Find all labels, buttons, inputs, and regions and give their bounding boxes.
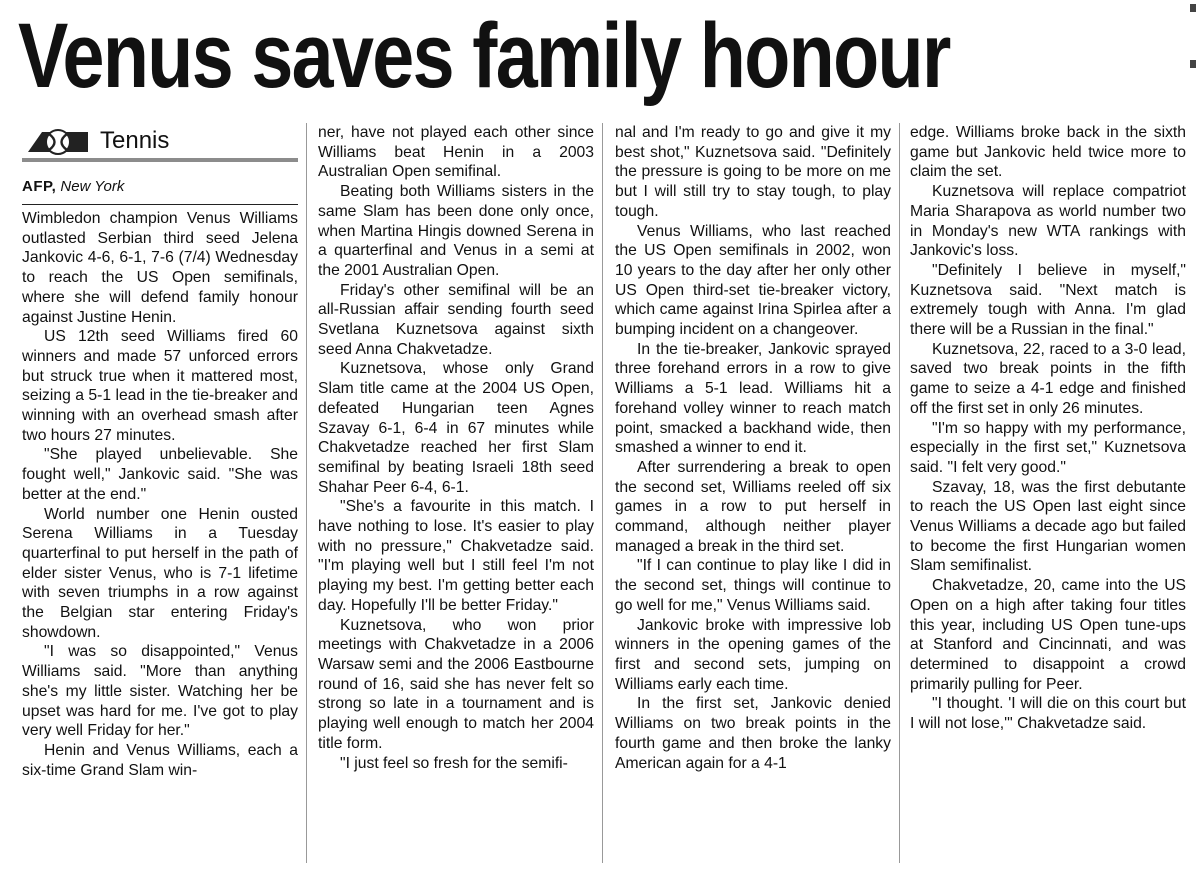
dateline bbox=[22, 178, 298, 205]
edge-mark bbox=[1190, 4, 1196, 12]
news-agency: AFP, bbox=[22, 178, 57, 195]
paragraph: Kuznetsova, who won prior meetings with Chakvetadze in a 2006 Warsaw semi and the 2006 Eastbourne round of 16, said she has never felt so strong so late in a tournament and is playing well enough to match her 2004 title form. bbox=[318, 616, 594, 752]
paragraph: US 12th seed Williams fired 60 winners and made 57 unforced errors but struck true when it mattered most, seizing a 5-1 lead in the tie-breaker and winning with an overhead smash after two hours 27 minutes. bbox=[22, 328, 298, 444]
paragraph: "She's a favourite in this match. I have nothing to lose. It's easier to play with no pressure," Chakvetadze said. "I'm playing well but I still feel I'm not playing my best. I'm getting better each day. Hopefully I'll be better Friday." bbox=[318, 498, 594, 614]
article-column-1 bbox=[22, 124, 298, 780]
paragraph: In the first set, Jankovic denied Williams on two break points in the fourth game and then broke the lanky American again for a 4-1 bbox=[615, 695, 891, 772]
paragraph: Jankovic broke with impressive lob winners in the opening games of the first and second sets, jumping on Williams early each time. bbox=[615, 616, 891, 693]
column-rule bbox=[306, 123, 307, 863]
paragraph: "I'm so happy with my performance, especially in the first set," Kuznetsova said. "I felt very good." bbox=[910, 419, 1186, 476]
paragraph: "She played unbelievable. She fought well," Jankovic said. "She was better at the end." bbox=[22, 446, 298, 503]
column-rule bbox=[602, 123, 603, 863]
headline: Venus saves family honour bbox=[18, 5, 950, 107]
paragraph: Friday's other semifinal will be an all-Russian affair sending fourth seed Svetlana Kuznetsova against sixth seed Anna Chakvetadze. bbox=[318, 281, 594, 358]
paragraph: Szavay, 18, was the first debutante to reach the US Open last eight since Venus Williams a decade ago but failed to become the first Hungarian women Slam semifinalist. bbox=[910, 478, 1186, 575]
paragraph: "I thought. 'I will die on this court but I will not lose,'" Chakvetadze said. bbox=[910, 695, 1186, 733]
section-header bbox=[22, 124, 298, 160]
paragraph: nal and I'm ready to go and give it my best shot," Kuznetsova said. "Definitely the pressure is going to be more on me but I will still try to stay tough, to play tough. bbox=[615, 124, 891, 220]
article-column-2 bbox=[318, 123, 594, 773]
tennis-ball-icon bbox=[22, 128, 94, 156]
column-rule bbox=[899, 123, 900, 863]
paragraph: Venus Williams, who last reached the US Open semifinals in 2002, won 10 years to the day after her only other US Open third-set tie-breaker victory, which came against Irina Spirlea after a bumping incident on a changeover. bbox=[615, 222, 891, 339]
edge-mark bbox=[1190, 60, 1196, 68]
paragraph: Kuznetsova, 22, raced to a 3-0 lead, saved two break points in the fifth game to seize a 4-1 edge and finished off the first set in only 26 minutes. bbox=[910, 340, 1186, 417]
paragraph: "I was so disappointed," Venus Williams said. "More than anything she's my little sister. Watching her be upset was hard for me. I've got to play very well Friday for her." bbox=[22, 643, 298, 740]
section-title: Tennis bbox=[100, 127, 170, 154]
dateline-place: New York bbox=[60, 178, 125, 195]
paragraph: "Definitely I believe in myself," Kuznetsova said. "Next match is extremely tough with Anna. I'm glad there will be a Russian in the final." bbox=[910, 261, 1186, 339]
paragraph: In the tie-breaker, Jankovic sprayed three forehand errors in a row to give Williams a 5-1 lead. Williams hit a forehand volley winner to reach match point, smacked a backhand wide, then smashed a winner to end it. bbox=[615, 340, 891, 457]
paragraph: ner, have not played each other since Williams beat Henin in a 2003 Australian Open semifinal. bbox=[318, 124, 594, 181]
paragraph: After surrendering a break to open the second set, Williams reeled off six games in a row to put herself in command, although neither player managed a break in the third set. bbox=[615, 458, 891, 555]
section-underline bbox=[22, 158, 298, 162]
paragraph: "I just feel so fresh for the semifi- bbox=[340, 754, 568, 772]
paragraph: World number one Henin ousted Serena Williams in a Tuesday quarterfinal to put herself in the path of elder sister Venus, who is 7-1 lifetime with seven triumphs in a row against the Belgian star entering Friday's showdown. bbox=[22, 505, 298, 641]
article-column-3 bbox=[615, 123, 891, 773]
paragraph: Beating both Williams sisters in the same Slam has been done only once, when Martina Hingis downed Serena in a quarterfinal and Venus in a semi at the 2001 Australian Open. bbox=[318, 183, 594, 279]
article-column-4 bbox=[910, 123, 1186, 734]
paragraph: edge. Williams broke back in the sixth game but Jankovic held twice more to claim the set. bbox=[910, 124, 1186, 181]
paragraph: Wimbledon champion Venus Williams outlasted Serbian third seed Jelena Jankovic 4-6, 6-1, 7-6 (7/4) Wednesday to reach the US Open semifinals, where she will defend family honour against Justine Henin. bbox=[22, 210, 298, 326]
paragraph: Chakvetadze, 20, came into the US Open on a high after taking four titles this year, including US Open tune-ups at Stanford and Cincinnati, and was determined to disappoint a crowd primarily pulling for Peer. bbox=[910, 577, 1186, 693]
paragraph: "If I can continue to play like I did in the second set, things will continue to go well for me," Venus Williams said. bbox=[615, 557, 891, 614]
paragraph: Kuznetsova, whose only Grand Slam title came at the 2004 US Open, defeated Hungarian teen Agnes Szavay 6-1, 6-4 in 67 minutes while Chakvetadze reached her first Slam semifinal by beating Israeli 18th seed Shahar Peer 6-4, 6-1. bbox=[318, 360, 594, 496]
paragraph: Henin and Venus Williams, each a six-time Grand Slam win- bbox=[22, 741, 298, 779]
paragraph: Kuznetsova will replace compatriot Maria Sharapova as world number two in Monday's new WTA rankings with Jankovic's loss. bbox=[910, 183, 1186, 260]
